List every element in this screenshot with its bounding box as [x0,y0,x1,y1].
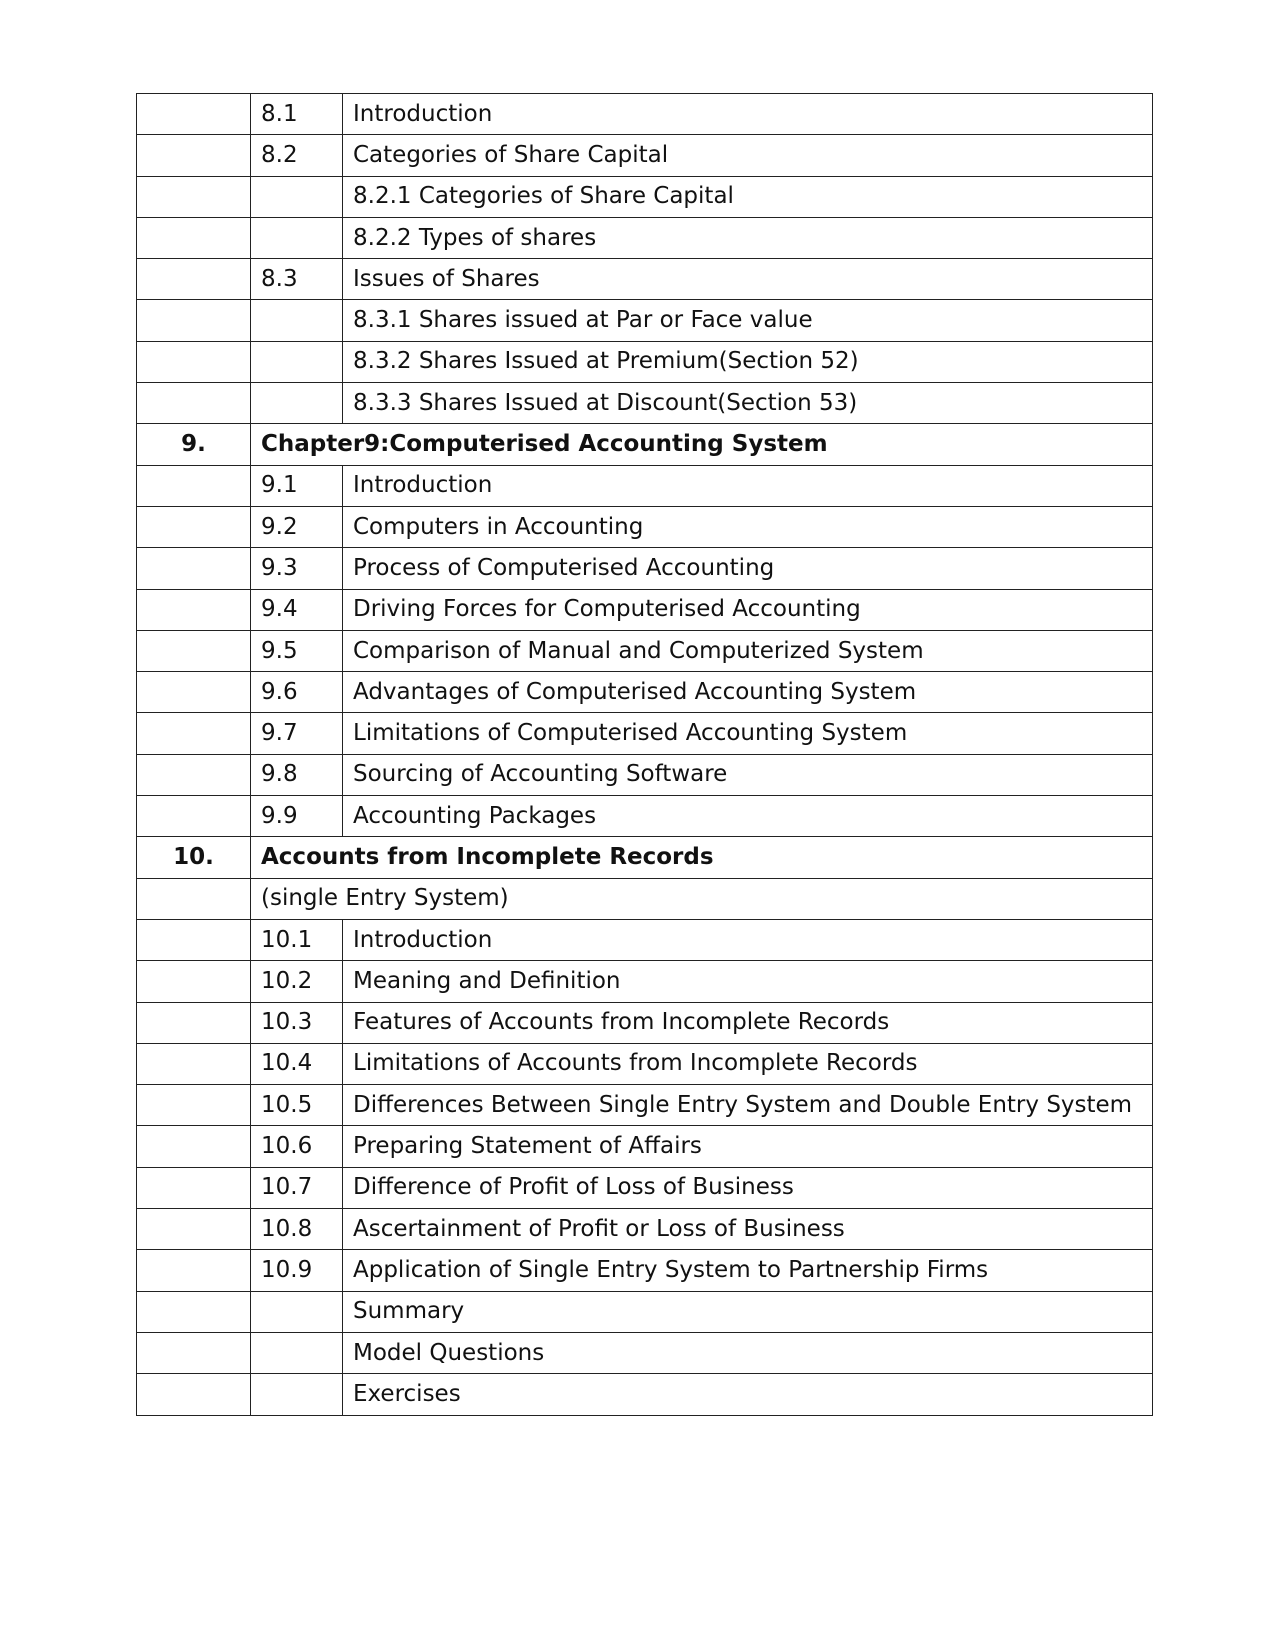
chapter-heading-row [137,424,1153,465]
section-title-cell: Process of Computerised Accounting [343,548,1153,589]
section-title-cell: Limitations of Computerised Accounting System [343,713,1153,754]
chapter-number-cell [137,548,251,589]
section-number-cell: 10.5 [251,1085,343,1126]
table-row [137,1002,1153,1043]
chapter-number-cell [137,672,251,713]
section-number-cell [251,176,343,217]
chapter-number-cell [137,176,251,217]
section-number-cell: 9.2 [251,506,343,547]
section-title-cell: Meaning and Definition [343,961,1153,1002]
section-title-cell: Comparison of Manual and Computerized System [343,630,1153,671]
contents-table-body [137,94,1153,1416]
chapter-number-cell [137,1209,251,1250]
section-title-cell: Ascertainment of Profit or Loss of Business [343,1209,1153,1250]
section-number-cell: 9.1 [251,465,343,506]
chapter-title-cell: Accounts from Incomplete Records [251,837,1153,878]
section-title-cell: Difference of Profit of Loss of Business [343,1167,1153,1208]
section-title-cell: Advantages of Computerised Accounting System [343,672,1153,713]
chapter-number-cell [137,135,251,176]
section-number-cell: 9.8 [251,754,343,795]
chapter-number-cell [137,506,251,547]
chapter-number-cell: 9. [137,424,251,465]
section-number-cell: 10.1 [251,919,343,960]
chapter-number-cell [137,94,251,135]
chapter-title-cell: Chapter9:Computerised Accounting System [251,424,1153,465]
table-row [137,1250,1153,1291]
table-row [137,1085,1153,1126]
table-row [137,713,1153,754]
section-number-cell: 9.9 [251,796,343,837]
chapter-number-cell [137,878,251,919]
chapter-number-cell [137,961,251,1002]
table-row [137,506,1153,547]
section-number-cell [251,300,343,341]
chapter-number-cell [137,1085,251,1126]
section-number-cell [251,1332,343,1373]
chapter-number-cell [137,259,251,300]
section-number-cell: 10.4 [251,1043,343,1084]
chapter-number-cell [137,1332,251,1373]
chapter-subheading-row [137,878,1153,919]
table-row [137,672,1153,713]
chapter-heading-row [137,837,1153,878]
section-number-cell: 9.5 [251,630,343,671]
table-row [137,176,1153,217]
chapter-number-cell [137,465,251,506]
table-row [137,300,1153,341]
contents-table [136,93,1153,1416]
table-row [137,465,1153,506]
table-row [137,1167,1153,1208]
chapter-number-cell [137,217,251,258]
section-title-cell: Features of Accounts from Incomplete Records [343,1002,1153,1043]
chapter-number-cell [137,796,251,837]
chapter-number-cell [137,630,251,671]
chapter-number-cell [137,1126,251,1167]
section-title-cell: Introduction [343,94,1153,135]
section-title-cell: Computers in Accounting [343,506,1153,547]
section-title-cell: Introduction [343,919,1153,960]
section-title-cell: Summary [343,1291,1153,1332]
section-title-cell: Application of Single Entry System to Partnership Firms [343,1250,1153,1291]
table-row [137,1209,1153,1250]
section-title-cell: Introduction [343,465,1153,506]
chapter-number-cell [137,1291,251,1332]
section-title-cell: 8.3.1 Shares issued at Par or Face value [343,300,1153,341]
table-row [137,217,1153,258]
section-title-cell: Categories of Share Capital [343,135,1153,176]
section-number-cell: 10.9 [251,1250,343,1291]
table-row [137,796,1153,837]
section-number-cell: 10.6 [251,1126,343,1167]
chapter-subtitle-cell: (single Entry System) [251,878,1153,919]
section-title-cell: Driving Forces for Computerised Accounting [343,589,1153,630]
chapter-number-cell [137,1250,251,1291]
section-title-cell: Sourcing of Accounting Software [343,754,1153,795]
section-number-cell: 9.4 [251,589,343,630]
table-row [137,259,1153,300]
section-title-cell: Accounting Packages [343,796,1153,837]
section-number-cell [251,1291,343,1332]
chapter-number-cell [137,713,251,754]
section-title-cell: Preparing Statement of Affairs [343,1126,1153,1167]
table-row [137,919,1153,960]
table-row [137,383,1153,424]
table-row [137,754,1153,795]
section-number-cell: 10.3 [251,1002,343,1043]
section-title-cell: 8.3.3 Shares Issued at Discount(Section 53) [343,383,1153,424]
chapter-number-cell [137,919,251,960]
table-row [137,1126,1153,1167]
section-number-cell: 9.3 [251,548,343,589]
section-title-cell: 8.2.2 Types of shares [343,217,1153,258]
chapter-number-cell [137,589,251,630]
table-row [137,135,1153,176]
table-row [137,1043,1153,1084]
table-row [137,589,1153,630]
section-title-cell: Limitations of Accounts from Incomplete Records [343,1043,1153,1084]
section-number-cell: 8.2 [251,135,343,176]
section-number-cell [251,341,343,382]
section-number-cell [251,1374,343,1415]
section-number-cell: 8.3 [251,259,343,300]
section-title-cell: Differences Between Single Entry System and Double Entry System [343,1085,1153,1126]
section-number-cell [251,217,343,258]
chapter-number-cell [137,754,251,795]
section-number-cell: 9.6 [251,672,343,713]
section-number-cell: 9.7 [251,713,343,754]
chapter-number-cell [137,383,251,424]
section-title-cell: Model Questions [343,1332,1153,1373]
chapter-number-cell [137,341,251,382]
chapter-number-cell [137,1002,251,1043]
section-number-cell: 10.7 [251,1167,343,1208]
table-row [137,341,1153,382]
section-title-cell: Exercises [343,1374,1153,1415]
section-number-cell: 10.2 [251,961,343,1002]
section-title-cell: 8.3.2 Shares Issued at Premium(Section 52) [343,341,1153,382]
table-row [137,1374,1153,1415]
table-row [137,1291,1153,1332]
chapter-number-cell [137,1167,251,1208]
table-row [137,1332,1153,1373]
section-number-cell: 8.1 [251,94,343,135]
chapter-number-cell: 10. [137,837,251,878]
chapter-number-cell [137,1374,251,1415]
chapter-number-cell [137,1043,251,1084]
section-title-cell: 8.2.1 Categories of Share Capital [343,176,1153,217]
table-row [137,961,1153,1002]
table-row [137,630,1153,671]
chapter-number-cell [137,300,251,341]
section-number-cell [251,383,343,424]
section-title-cell: Issues of Shares [343,259,1153,300]
section-number-cell: 10.8 [251,1209,343,1250]
table-row [137,548,1153,589]
table-row [137,94,1153,135]
